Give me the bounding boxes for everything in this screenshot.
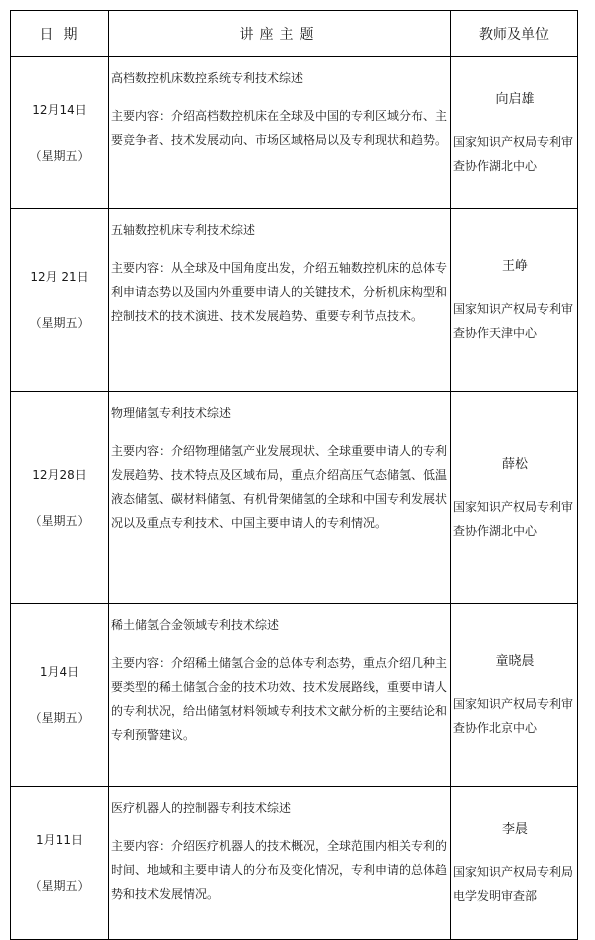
header-topic: 讲座主题 — [109, 11, 451, 57]
topic-content: 主要内容：介绍物理储氢产业发展现状、全球重要申请人的专利发展趋势、技术特点及区域布局，重点介绍高压气态储氢、低温液态储氢、碳材料储氢、有机骨架储氢的全球和中国专利发展状况以及重点专利技术、中国主要申请人的专利情况。 — [111, 444, 448, 530]
teacher-unit: 国家知识产权局专利审查协作北京中心 — [453, 697, 574, 735]
teacher-unit: 国家知识产权局专利审查协作湖北中心 — [453, 499, 574, 538]
topic-content: 主要内容：从全球及中国角度出发，介绍五轴数控机床的总体专利申请态势以及国内外重要申请人的关键技术，分析机床构型和控制技术的技术演进、技术发展趋势、重要专利节点技术。 — [111, 261, 448, 323]
topic-cell — [109, 604, 451, 787]
teacher-unit: 国家知识产权局专利审查协作天津中心 — [453, 302, 574, 340]
table-row — [11, 604, 578, 787]
header-teacher: 教师及单位 — [451, 11, 578, 57]
lecture-schedule-table — [10, 10, 578, 940]
date-cell — [11, 604, 109, 787]
date-text: 12月 21日 — [30, 270, 89, 284]
teacher-name: 李晨 — [501, 822, 528, 837]
topic-cell — [109, 392, 451, 604]
teacher-name: 童晓晨 — [495, 654, 535, 669]
topic-title: 稀土储氢合金领域专利技术综述 — [111, 618, 280, 632]
date-text: 12月14日 — [32, 102, 87, 117]
date-cell — [11, 787, 109, 940]
table-row — [11, 787, 578, 940]
header-row — [11, 11, 578, 57]
teacher-unit: 国家知识产权局专利审查协作湖北中心 — [453, 134, 574, 173]
date-cell — [11, 392, 109, 604]
topic-content: 主要内容：介绍医疗机器人的技术概况，全球范围内相关专利的时间、地域和主要申请人的分布及变化情况，专利申请的总体趋势和技术发展情况。 — [111, 839, 448, 901]
table-row — [11, 57, 578, 209]
weekday-text: （星期五） — [29, 316, 90, 330]
date-text: 12月28日 — [32, 467, 87, 482]
topic-content: 主要内容：介绍稀土储氢合金的总体专利态势，重点介绍几种主要类型的稀土储氢合金的技术功效、技术发展路线，重要申请人的专利状况，给出储氢材料领域专利技术文献分析的主要结论和专利预警建议。 — [111, 656, 448, 742]
teacher-cell — [451, 604, 578, 787]
weekday-text: （星期五） — [29, 148, 90, 163]
header-date: 日期 — [11, 11, 109, 57]
date-cell — [11, 209, 109, 392]
topic-title: 物理储氢专利技术综述 — [111, 406, 232, 420]
topic-title: 五轴数控机床专利技术综述 — [111, 223, 256, 237]
weekday-text: （星期五） — [29, 711, 90, 725]
teacher-name: 向启雄 — [495, 91, 535, 107]
weekday-text: （星期五） — [29, 513, 90, 528]
teacher-unit: 国家知识产权局专利局电学发明审查部 — [453, 865, 574, 903]
date-cell — [11, 57, 109, 209]
teacher-cell — [451, 787, 578, 940]
topic-title: 医疗机器人的控制器专利技术综述 — [111, 801, 292, 815]
teacher-cell — [451, 392, 578, 604]
topic-content: 主要内容：介绍高档数控机床在全球及中国的专利区域分布、主要竞争者、技术发展动向、市场区域格局以及专利现状和趋势。 — [111, 109, 448, 147]
topic-cell — [109, 57, 451, 209]
teacher-cell — [451, 209, 578, 392]
weekday-text: （星期五） — [29, 879, 90, 893]
table-row — [11, 209, 578, 392]
topic-cell — [109, 787, 451, 940]
table-row — [11, 392, 578, 604]
teacher-name: 王峥 — [501, 259, 528, 274]
topic-cell — [109, 209, 451, 392]
teacher-name: 薛松 — [501, 456, 528, 472]
date-text: 1月4日 — [39, 665, 80, 679]
date-text: 1月11日 — [36, 833, 83, 847]
teacher-cell — [451, 57, 578, 209]
topic-title: 高档数控机床数控系统专利技术综述 — [111, 71, 304, 85]
